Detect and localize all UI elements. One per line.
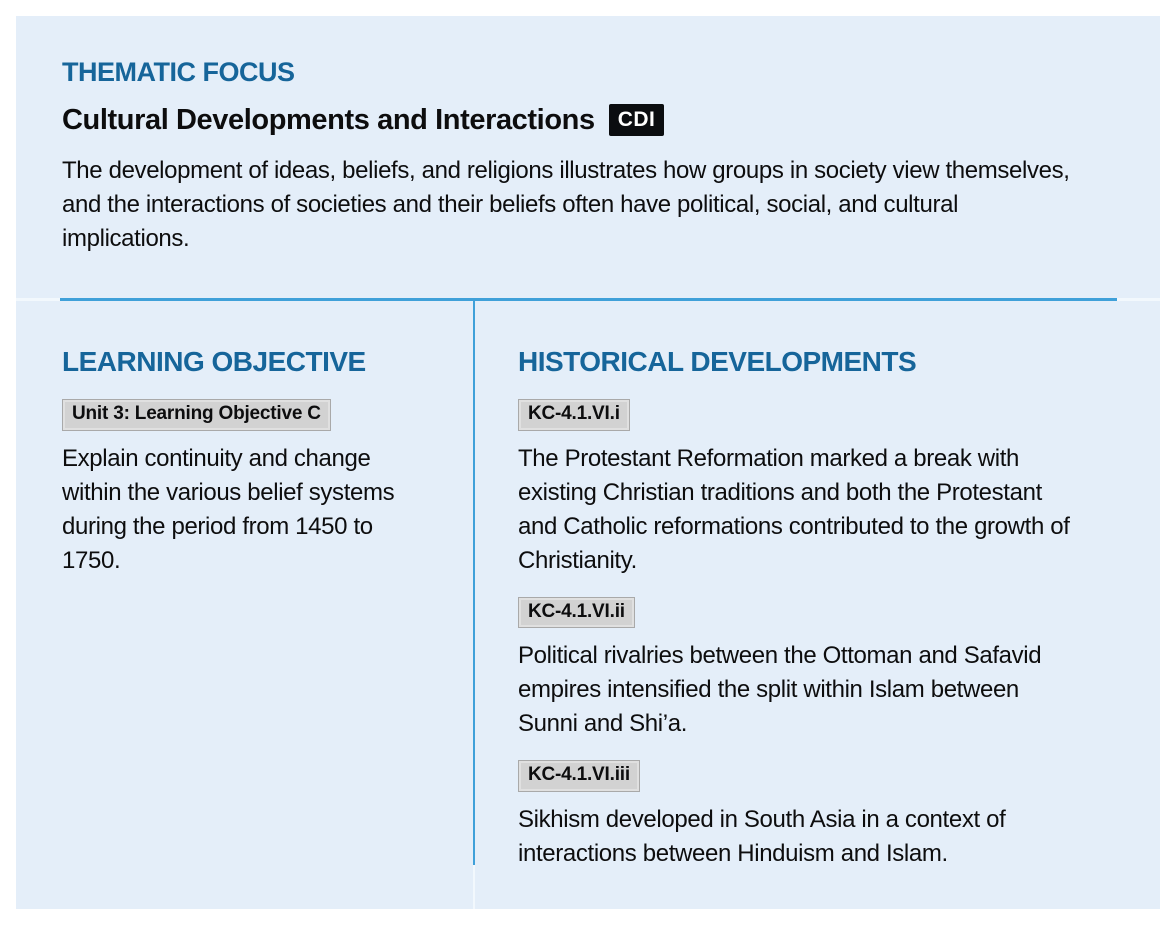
learning-objective-column — [62, 347, 473, 871]
thematic-focus-section — [16, 16, 1160, 256]
kc-badge-1: KC-4.1.VI.i — [518, 399, 630, 431]
historical-developments-column — [473, 347, 1114, 871]
kc-item-1 — [518, 399, 1114, 578]
kc-badge-2: KC-4.1.VI.ii — [518, 597, 635, 629]
learning-objective-heading: LEARNING OBJECTIVE — [62, 345, 366, 377]
theme-title-row — [62, 102, 1114, 138]
learning-objective-badge: Unit 3: Learning Objective C — [62, 399, 331, 431]
theme-title: Cultural Developments and Interactions — [62, 103, 595, 136]
historical-developments-heading: HISTORICAL DEVELOPMENTS — [518, 345, 917, 377]
theme-abbreviation-badge: CDI — [609, 104, 665, 136]
two-column-layout — [16, 301, 1160, 909]
theme-description: The development of ideas, beliefs, and religions illustrates how groups in society view themselves, and the interactions of societies and their beliefs often have political, social, and cultural implications. — [62, 156, 1070, 252]
kc-item-2 — [518, 597, 1114, 742]
kc-text-2: Political rivalries between the Ottoman and Safavid empires intensified the split within Islam between Sunni and Shi’a. — [518, 642, 1042, 738]
learning-objective-text: Explain continuity and change within the various belief systems during the period from 1450 to 1750. — [62, 444, 395, 574]
column-divider — [473, 301, 475, 865]
thematic-focus-card — [16, 16, 1160, 909]
thematic-focus-eyebrow: THEMATIC FOCUS — [62, 57, 295, 87]
kc-text-1: The Protestant Reformation marked a break with existing Christian traditions and both the Protestant and Catholic reformations contributed to the growth of Christianity. — [518, 444, 1070, 574]
kc-item-3 — [518, 760, 1114, 871]
kc-text-3: Sikhism developed in South Asia in a context of interactions between Hinduism and Islam. — [518, 806, 1006, 868]
kc-badge-3: KC-4.1.VI.iii — [518, 760, 640, 792]
